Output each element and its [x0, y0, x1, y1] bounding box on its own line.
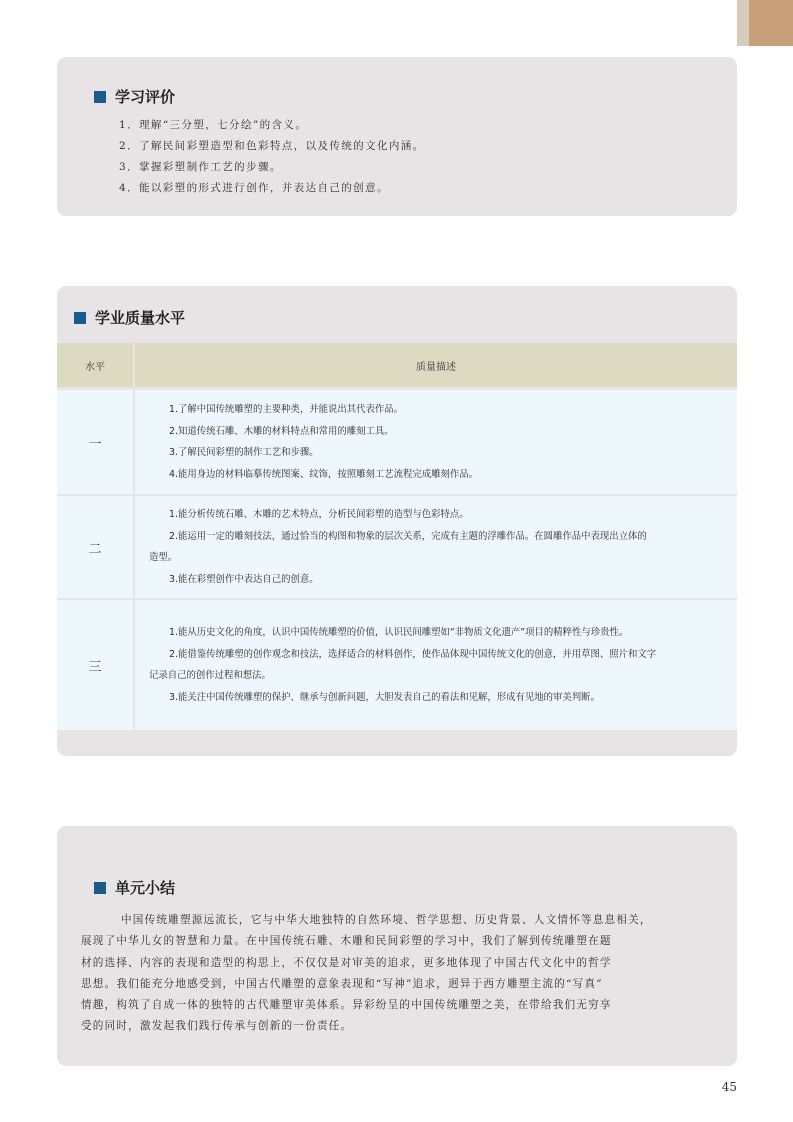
summary-line: 材的选择、内容的表现和造型的构思上，不仅仅是对审美的追求，更多地体现了中国古代文化中的哲学 [81, 956, 612, 969]
summary-line: 情趣，构筑了自成一体的独特的古代雕塑审美体系。异彩纷呈的中国传统雕塑之美，在带给我们无穷享 [81, 999, 612, 1012]
summary-line: 展现了中华儿女的智慧和力量。在中国传统石雕、木雕和民间彩塑的学习中，我们了解到传统雕塑在题 [81, 935, 612, 948]
evaluation-item: 3．掌握彩塑制作工艺的步骤。 [119, 161, 282, 173]
evaluation-item: 2．了解民间彩塑造型和色彩特点，以及传统的文化内涵。 [119, 140, 425, 152]
summary-line: 中国传统雕塑源远流长，它与中华大地独特的自然环境、哲学思想、历史背景、人文情怀等息息相关， [121, 914, 652, 926]
description-line: 3.能关注中国传统雕塑的保护、继承与创新问题，大胆发表自己的看法和见解，形成有见地的审美判断。 [169, 691, 600, 703]
header-description: 质量描述 [135, 343, 737, 387]
level-cell: 一 [57, 390, 133, 494]
quality-title: 学业质量水平 [95, 309, 186, 327]
evaluation-list [119, 115, 425, 199]
summary-line: 思想。我们能充分地感受到，中国古代雕塑的意象表现和“写神”追求，迥异于西方雕塑主流的“写真” [81, 977, 603, 990]
summary-panel [57, 826, 737, 1066]
header-level: 水平 [57, 343, 133, 387]
description-cell [135, 390, 737, 494]
evaluation-title: 学习评价 [115, 88, 176, 106]
description-line: 2.能借鉴传统雕塑的创作观念和技法，选择适合的材料创作，使作品体现中国传统文化的创意，并用草图、照片和文字 [169, 648, 657, 660]
level-cell: 三 [57, 600, 133, 730]
evaluation-item: 1．理解“三分塑，七分绘”的含义。 [119, 119, 308, 131]
description-line: 2.能运用一定的雕刻技法，通过恰当的构图和物象的层次关系，完成有主题的浮雕作品。在圆雕作品中表现出立体的 [169, 530, 647, 542]
description-line: 1.了解中国传统雕塑的主要种类，并能说出其代表作品。 [169, 404, 403, 415]
summary-line: 受的同时，激发起我们践行传承与创新的一份责任。 [81, 1020, 353, 1033]
description-cell [135, 496, 737, 598]
summary-text [81, 910, 709, 1038]
description-line: 3.能在彩塑创作中表达自己的创意。 [169, 573, 319, 585]
heading-square-icon [94, 91, 106, 103]
description-line: 记录自己的创作过程和想法。 [149, 670, 271, 681]
evaluation-heading [94, 86, 175, 107]
quality-panel [57, 286, 737, 756]
quality-heading [74, 307, 185, 328]
evaluation-panel [57, 57, 737, 216]
description-line: 4.能用身边的材料临摹传统图案、纹饰，按照雕刻工艺流程完成雕刻作品。 [169, 468, 478, 480]
summary-heading [94, 877, 175, 898]
corner-tab-light [737, 0, 749, 46]
summary-title: 单元小结 [115, 879, 176, 897]
evaluation-item: 4．能以彩塑的形式进行创作，并表达自己的创意。 [119, 182, 389, 194]
heading-square-icon [74, 312, 86, 324]
description-line: 1.能分析传统石雕、木雕的艺术特点，分析民间彩塑的造型与色彩特点。 [169, 509, 469, 520]
description-line: 2.知道传统石雕、木雕的材料特点和常用的雕刻工具。 [169, 425, 394, 437]
corner-tab [749, 0, 793, 46]
description-line: 造型。 [149, 552, 178, 563]
description-line: 3.了解民间彩塑的制作工艺和步骤。 [169, 447, 319, 458]
page-number: 45 [721, 1080, 737, 1094]
heading-square-icon [94, 882, 106, 894]
description-line: 1.能从历史文化的角度，认识中国传统雕塑的价值，认识民间雕塑如“非物质文化遗产”项目的精粹性与珍贵性。 [169, 627, 629, 638]
level-cell: 二 [57, 496, 133, 598]
description-cell [135, 600, 737, 730]
